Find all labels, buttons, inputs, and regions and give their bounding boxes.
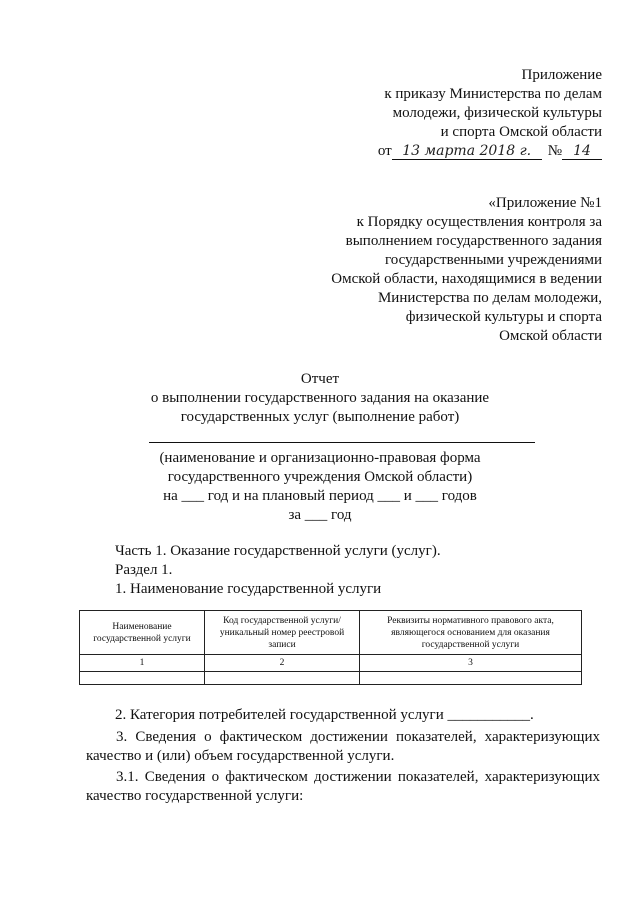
- handwritten-date: 13 марта 2018 г.: [392, 143, 542, 160]
- section-heading: Раздел 1.: [115, 562, 173, 578]
- header-line-2: к приказу Министерства по делам: [384, 86, 602, 102]
- subtitle-line-3: на ___ год и на плановый период ___ и ___ годов: [163, 488, 477, 504]
- table-number-cell: 3: [360, 655, 582, 672]
- annex-line-3: выполнением государственного задания: [345, 233, 602, 249]
- table-row: [80, 672, 582, 685]
- item-1: 1. Наименование государственной услуги: [115, 581, 382, 597]
- annex-line-5: Омской области, находящимися в ведении: [331, 271, 602, 287]
- subtitle-line-1: (наименование и организационно-правовая форма: [159, 450, 481, 466]
- subtitle-line-2: государственного учреждения Омской области): [167, 469, 473, 485]
- header-line-4: и спорта Омской области: [440, 124, 602, 140]
- table-cell: [205, 672, 360, 685]
- table-number-cell: 1: [80, 655, 205, 672]
- table-number-row: [80, 655, 582, 672]
- order-date-line: [378, 142, 602, 161]
- table-cell: [80, 672, 205, 685]
- date-prefix: от: [377, 143, 392, 159]
- report-title: Отчет: [300, 371, 340, 387]
- item-3-1: 3.1. Сведения о фактическом достижении показателей, характеризующих качество государственной услуги:: [86, 769, 600, 804]
- table-cell: [360, 672, 582, 685]
- header-line-1: Приложение: [521, 67, 602, 83]
- table-header-cell: Наименование государственной услуги: [80, 611, 205, 655]
- annex-line-7: физической культуры и спорта: [405, 309, 602, 325]
- annex-line-4: государственными учреждениями: [384, 252, 602, 268]
- part-heading: Часть 1. Оказание государственной услуги (услуг).: [115, 543, 441, 559]
- item-3: 3. Сведения о фактическом достижении показателей, характеризующих качество и (или) объем государственной услуги.: [86, 729, 600, 764]
- annex-line-2: к Порядку осуществления контроля за: [356, 214, 602, 230]
- header-line-3: молодежи, физической культуры: [392, 105, 602, 121]
- report-title-line-3: государственных услуг (выполнение работ): [180, 409, 460, 425]
- institution-name-blank-line: [149, 442, 535, 443]
- subtitle-line-4: за ___ год: [288, 507, 352, 523]
- report-title-line-2: о выполнении государственного задания на оказание: [150, 390, 490, 406]
- table-header-row: [80, 611, 582, 655]
- handwritten-number: 14: [562, 143, 602, 160]
- service-table: [79, 610, 582, 685]
- number-prefix: №: [547, 143, 562, 159]
- item-2: 2. Категория потребителей государственной услуги ___________.: [115, 707, 534, 723]
- table-header-cell: Реквизиты нормативного правового акта, являющегося основанием для оказания государственной услуги: [360, 611, 582, 655]
- annex-line-8: Омской области: [499, 328, 602, 344]
- table-header-cell: Код государственной услуги/уникальный номер реестровой записи: [205, 611, 360, 655]
- annex-line-1: «Приложение №1: [488, 195, 602, 211]
- annex-line-6: Министерства по делам молодежи,: [377, 290, 602, 306]
- table-number-cell: 2: [205, 655, 360, 672]
